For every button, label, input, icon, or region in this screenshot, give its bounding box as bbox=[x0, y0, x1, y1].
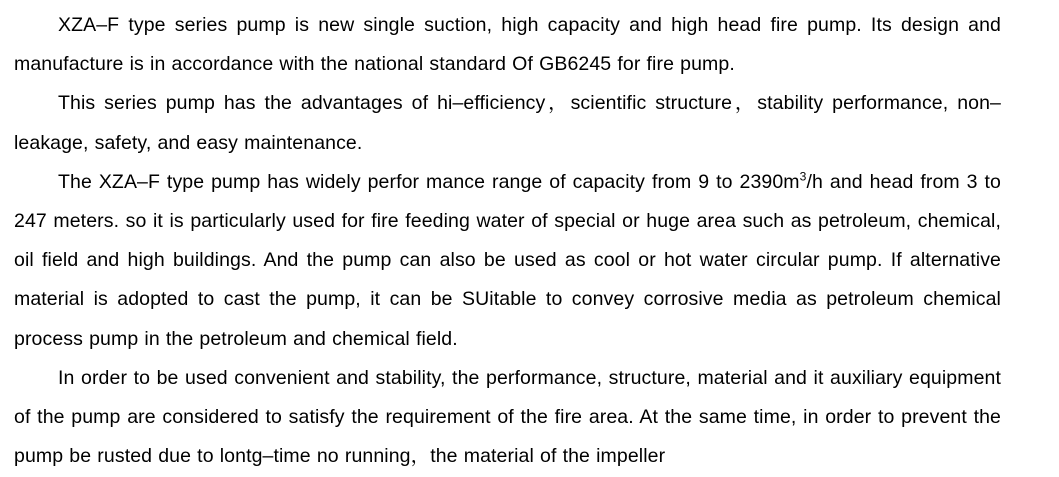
paragraph-3-prefix: The XZA–F type pump has widely perfor mance range of capacity from 9 to 2390m bbox=[58, 170, 800, 193]
paragraph-4: In order to be used convenient and stability, the performance, structure, material and it auxiliary equipment of the pump are considered to satisfy the requirement of the fire area. At the same time, in order to prevent the pump be rusted due to lontg–time no running，the material of the impeller bbox=[14, 366, 1001, 468]
paragraph-3-superscript: 3 bbox=[799, 169, 807, 184]
document-body bbox=[14, 6, 1001, 476]
paragraph-3 bbox=[14, 163, 1001, 359]
paragraph-3-suffix: /h and head from 3 to 247 meters. so it is particularly used for fire feeding water of special or huge area such as petroleum, chemical, oil field and high buildings. And the pump can also be used as cool or hot water circular pump. If alternative material is adopted to cast the pump, it can be SUitable to convey corrosive media as petroleum chemical process pump in the petroleum and chemical field. bbox=[14, 170, 1001, 350]
paragraph-1: XZA–F type series pump is new single suction, high capacity and high head fire pump. Its design and manufacture is in accordance with the national standard Of GB6245 for fire pump. bbox=[14, 14, 1001, 76]
paragraph-2: This series pump has the advantages of hi–efficiency，scientific structure，stability performance, non–leakage, safety, and easy maintenance. bbox=[14, 92, 1001, 154]
